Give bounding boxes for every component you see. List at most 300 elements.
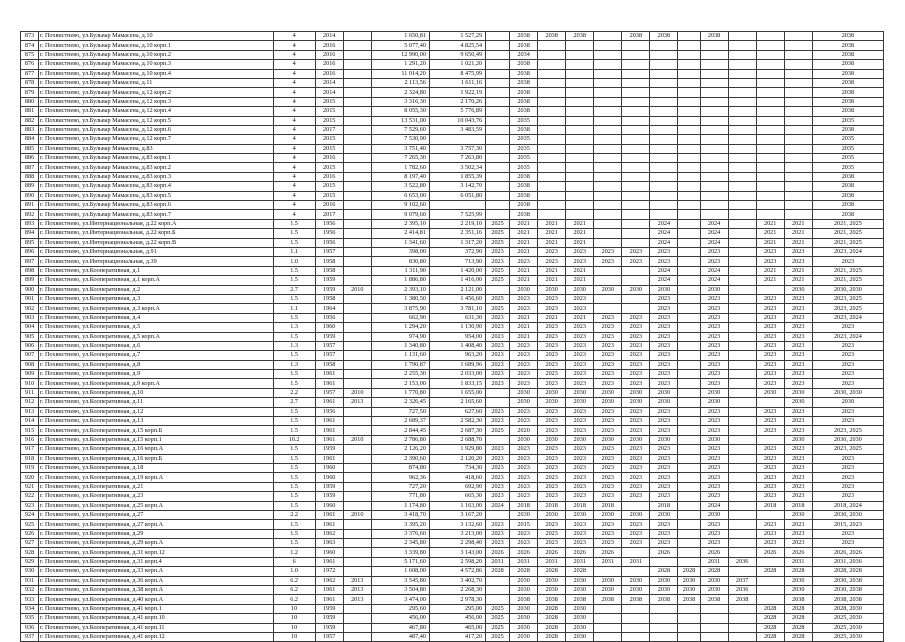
row-number-cell: 889: [21, 182, 39, 191]
table-cell: 1 416,00: [429, 276, 485, 285]
table-cell: 2023: [784, 341, 812, 350]
table-cell: [343, 191, 371, 200]
table-cell: 2038: [538, 595, 566, 604]
table-cell: [728, 41, 756, 50]
table-cell: [622, 163, 650, 172]
table-cell: 2030, 2038: [812, 586, 883, 595]
table-cell: 2021: [510, 313, 538, 322]
table-cell: 2023: [510, 445, 538, 454]
table-cell: 2031: [510, 557, 538, 566]
table-cell: [622, 41, 650, 50]
table-cell: 2017: [315, 210, 343, 219]
table-cell: 2023: [486, 482, 510, 491]
table-cell: 2028: [486, 567, 510, 576]
table-cell: [784, 135, 812, 144]
table-cell: 2026: [756, 548, 784, 557]
table-cell: 2024: [486, 501, 510, 510]
table-cell: [678, 41, 700, 50]
table-cell: 2021: [510, 332, 538, 341]
table-cell: 2010: [343, 388, 371, 397]
table-cell: 2016: [315, 41, 343, 50]
table-cell: [700, 88, 728, 97]
table-cell: 2016: [315, 201, 343, 210]
table-cell: 2023: [622, 520, 650, 529]
table-cell: [728, 539, 756, 548]
table-cell: 2023: [594, 360, 622, 369]
table-cell: 1972: [315, 567, 343, 576]
table-cell: 3 142,70: [429, 182, 485, 191]
table-cell: [700, 107, 728, 116]
table-cell: 962,36: [371, 473, 429, 482]
table-cell: 2024: [700, 229, 728, 238]
table-cell: [678, 463, 700, 472]
table-cell: [429, 135, 485, 144]
table-cell: 2030: [538, 285, 566, 294]
table-cell: 2028: [756, 633, 784, 642]
table-cell: 2023: [700, 492, 728, 501]
table-cell: 2023: [622, 323, 650, 332]
row-number-cell: 875: [21, 50, 39, 59]
table-cell: 2023: [700, 257, 728, 266]
table-cell: [486, 125, 510, 134]
table-cell: 1956: [315, 407, 343, 416]
table-cell: 2023: [650, 294, 678, 303]
table-cell: [343, 567, 371, 576]
table-cell: [622, 50, 650, 59]
address-cell: г. Похвистнево, ул.Бульвар Мамасена, д.83: [39, 144, 274, 153]
table-cell: [678, 473, 700, 482]
table-cell: 2.2: [273, 510, 315, 519]
table-cell: [784, 78, 812, 87]
table-row: [21, 473, 884, 482]
table-cell: 2013: [343, 595, 371, 604]
table-cell: 2038: [566, 32, 594, 41]
table-cell: [486, 60, 510, 69]
table-cell: 2038: [510, 595, 538, 604]
table-row: [21, 595, 884, 604]
table-cell: [756, 116, 784, 125]
table-cell: [486, 595, 510, 604]
table-cell: [622, 78, 650, 87]
table-cell: [756, 210, 784, 219]
table-cell: 2023: [784, 417, 812, 426]
table-cell: 2030: [650, 510, 678, 519]
row-number-cell: 927: [21, 539, 39, 548]
table-cell: 2030: [566, 633, 594, 642]
table-cell: 2023: [538, 341, 566, 350]
table-cell: 662,90: [371, 313, 429, 322]
table-cell: 2023: [622, 473, 650, 482]
table-cell: [728, 510, 756, 519]
table-cell: [343, 520, 371, 529]
row-number-cell: 895: [21, 238, 39, 247]
table-cell: 2023: [756, 454, 784, 463]
table-cell: [622, 304, 650, 313]
table-cell: 2028: [538, 614, 566, 623]
table-cell: 2023: [700, 313, 728, 322]
row-number-cell: 933: [21, 595, 39, 604]
table-cell: 2014: [315, 78, 343, 87]
row-number-cell: 894: [21, 229, 39, 238]
table-row: [21, 69, 884, 78]
table-cell: 1.5: [273, 332, 315, 341]
table-cell: 2030: [566, 614, 594, 623]
table-cell: 1.5: [273, 219, 315, 228]
address-cell: г. Похвистнево, ул.Кооперативная, д.23: [39, 492, 274, 501]
table-row: [21, 417, 884, 426]
table-cell: 2028: [538, 623, 566, 632]
table-cell: [343, 69, 371, 78]
table-cell: 2023: [756, 360, 784, 369]
table-cell: 4: [273, 210, 315, 219]
table-cell: 2035: [510, 144, 538, 153]
table-cell: 2021: [756, 219, 784, 228]
table-cell: [784, 88, 812, 97]
table-cell: 1963: [315, 539, 343, 548]
table-cell: 2023: [538, 417, 566, 426]
table-cell: 2023: [594, 520, 622, 529]
table-cell: 2024: [650, 266, 678, 275]
table-cell: 2023: [700, 370, 728, 379]
table-cell: 2023: [594, 379, 622, 388]
table-cell: 692,90: [429, 482, 485, 491]
table-cell: 9 650,49: [429, 50, 485, 59]
table-cell: 2023: [756, 426, 784, 435]
table-cell: [343, 163, 371, 172]
table-cell: [678, 125, 700, 134]
table-cell: [566, 154, 594, 163]
row-number-cell: 914: [21, 417, 39, 426]
table-cell: 2030: [510, 623, 538, 632]
table-cell: [784, 32, 812, 41]
table-cell: 2013: [343, 576, 371, 585]
table-cell: 2023: [538, 445, 566, 454]
table-cell: 2031: [486, 557, 510, 566]
address-cell: г. Похвистнево, ул.Бульвар Мамасена, д.83 корп.4: [39, 182, 274, 191]
table-cell: 2021: [784, 219, 812, 228]
table-cell: [594, 88, 622, 97]
table-cell: 2023: [594, 445, 622, 454]
table-cell: 2015: [315, 144, 343, 153]
table-cell: 2018: [566, 501, 594, 510]
table-row: [21, 567, 884, 576]
table-cell: 398,00: [371, 247, 429, 256]
table-cell: 2021, 2025: [812, 276, 883, 285]
table-cell: [594, 276, 622, 285]
table-cell: 1960: [315, 473, 343, 482]
address-cell: г. Похвистнево, ул.Кооперативная, д.10: [39, 388, 274, 397]
table-cell: [486, 69, 510, 78]
table-cell: [566, 125, 594, 134]
table-cell: [650, 633, 678, 642]
table-cell: [728, 341, 756, 350]
table-cell: 6 051,80: [429, 191, 485, 200]
table-cell: 4: [273, 97, 315, 106]
table-cell: [678, 351, 700, 360]
table-cell: [678, 69, 700, 78]
table-cell: [566, 41, 594, 50]
table-cell: 2023, 2024: [812, 247, 883, 256]
address-cell: г. Похвистнево, ул.Кооперативная, д.5: [39, 323, 274, 332]
table-row: [21, 501, 884, 510]
table-cell: 2038: [566, 595, 594, 604]
table-cell: 2023: [594, 323, 622, 332]
table-cell: [622, 144, 650, 153]
table-cell: 2031: [566, 557, 594, 566]
table-cell: [728, 88, 756, 97]
table-cell: [678, 633, 700, 642]
row-number-cell: 877: [21, 69, 39, 78]
table-cell: 2023: [538, 529, 566, 538]
table-cell: 2021: [784, 266, 812, 275]
table-cell: 2 786,80: [371, 435, 429, 444]
address-cell: г. Похвистнево, ул.Бульвар Мамасена, д.10 корп.3: [39, 60, 274, 69]
table-row: [21, 454, 884, 463]
table-cell: [650, 182, 678, 191]
table-cell: [622, 633, 650, 642]
table-cell: 3 781,10: [429, 304, 485, 313]
table-cell: 2023: [784, 257, 812, 266]
table-cell: [784, 69, 812, 78]
table-cell: 954,00: [429, 332, 485, 341]
table-cell: 2026: [486, 548, 510, 557]
table-cell: 2025: [486, 614, 510, 623]
table-cell: 2030: [784, 435, 812, 444]
table-cell: 456,00: [429, 614, 485, 623]
table-cell: 2038: [538, 32, 566, 41]
table-cell: 2030: [784, 576, 812, 585]
table-cell: [486, 182, 510, 191]
row-number-cell: 926: [21, 529, 39, 538]
table-cell: [486, 398, 510, 407]
table-cell: [538, 201, 566, 210]
table-cell: [538, 191, 566, 200]
row-number-cell: 892: [21, 210, 39, 219]
row-number-cell: 937: [21, 633, 39, 642]
table-cell: [650, 163, 678, 172]
table-cell: [784, 107, 812, 116]
table-cell: [486, 510, 510, 519]
address-cell: г. Похвистнево, ул.Кооперативная, д.41 корп.11: [39, 623, 274, 632]
table-row: [21, 144, 884, 153]
table-cell: 2021: [784, 238, 812, 247]
table-cell: 2023: [566, 473, 594, 482]
table-cell: 3 418,70: [371, 510, 429, 519]
table-cell: 2023: [622, 407, 650, 416]
table-cell: [343, 614, 371, 623]
table-cell: 2023: [650, 304, 678, 313]
row-number-cell: 925: [21, 520, 39, 529]
table-cell: [343, 294, 371, 303]
row-number-cell: 916: [21, 435, 39, 444]
table-cell: 2021, 2025: [812, 266, 883, 275]
table-cell: 2031: [622, 557, 650, 566]
table-cell: 2030: [538, 388, 566, 397]
table-cell: 1.3: [273, 323, 315, 332]
table-cell: 2023: [538, 407, 566, 416]
table-cell: 11 014,20: [371, 69, 429, 78]
table-cell: [566, 60, 594, 69]
table-cell: 2023: [756, 463, 784, 472]
table-cell: 1960: [315, 463, 343, 472]
table-cell: [700, 210, 728, 219]
table-cell: 2030: [538, 510, 566, 519]
table-cell: [566, 116, 594, 125]
table-cell: [700, 135, 728, 144]
table-cell: 2038: [812, 41, 883, 50]
table-cell: 2023: [622, 379, 650, 388]
table-cell: 2023: [566, 426, 594, 435]
table-cell: [700, 60, 728, 69]
table-row: [21, 445, 884, 454]
table-cell: [343, 125, 371, 134]
table-cell: 2021: [538, 219, 566, 228]
table-cell: 2028: [678, 567, 700, 576]
table-cell: [343, 463, 371, 472]
table-cell: [622, 191, 650, 200]
table-row: [21, 510, 884, 519]
table-cell: [678, 539, 700, 548]
table-cell: [700, 201, 728, 210]
table-cell: 1 420,00: [429, 266, 485, 275]
table-cell: 2023: [594, 247, 622, 256]
table-cell: [678, 229, 700, 238]
address-cell: г. Похвистнево, ул.Интернациональная, д.22 корп.А: [39, 219, 274, 228]
table-cell: [728, 50, 756, 59]
row-number-cell: 879: [21, 88, 39, 97]
row-number-cell: 882: [21, 116, 39, 125]
table-cell: 1 341,60: [371, 238, 429, 247]
table-cell: 2023: [510, 529, 538, 538]
table-cell: [429, 201, 485, 210]
address-cell: г. Похвистнево, ул.Кооперативная, д.9 корп.А: [39, 379, 274, 388]
table-cell: 1958: [315, 294, 343, 303]
table-cell: [486, 88, 510, 97]
table-cell: [622, 623, 650, 632]
address-cell: г. Похвистнево, ул.Кооперативная, д.8: [39, 360, 274, 369]
table-cell: 727,50: [371, 407, 429, 416]
table-cell: 2038: [510, 97, 538, 106]
table-cell: [566, 172, 594, 181]
table-cell: 2023: [486, 520, 510, 529]
table-cell: 4: [273, 60, 315, 69]
table-row: [21, 60, 884, 69]
table-cell: 1959: [315, 604, 343, 613]
table-cell: 4 572,86: [429, 567, 485, 576]
table-cell: [678, 60, 700, 69]
table-cell: [538, 172, 566, 181]
row-number-cell: 930: [21, 567, 39, 576]
table-cell: [756, 557, 784, 566]
table-cell: [343, 304, 371, 313]
table-cell: 2028: [650, 567, 678, 576]
table-cell: 2030: [566, 435, 594, 444]
table-cell: 467,80: [371, 623, 429, 632]
table-cell: [728, 492, 756, 501]
table-cell: [728, 210, 756, 219]
address-cell: г. Похвистнево, ул.Кооперативная, д.29 корп.А: [39, 539, 274, 548]
row-number-cell: 898: [21, 266, 39, 275]
table-cell: 2023: [538, 426, 566, 435]
table-cell: 1.5: [273, 482, 315, 491]
table-cell: [756, 78, 784, 87]
table-cell: 1.5: [273, 379, 315, 388]
table-cell: 2030: [700, 388, 728, 397]
table-cell: 2021, 2025: [812, 238, 883, 247]
table-cell: 1961: [315, 370, 343, 379]
table-cell: [728, 69, 756, 78]
table-cell: 3 474,00: [371, 595, 429, 604]
table-cell: 2021: [566, 266, 594, 275]
table-cell: [594, 266, 622, 275]
table-cell: 1960: [315, 501, 343, 510]
row-number-cell: 924: [21, 510, 39, 519]
table-cell: [650, 614, 678, 623]
table-cell: 2023: [784, 473, 812, 482]
address-cell: г. Похвистнево, ул.Кооперативная, д.16 корп.А: [39, 445, 274, 454]
table-cell: 295,60: [371, 604, 429, 613]
table-cell: 2023: [756, 370, 784, 379]
table-cell: 2024: [700, 238, 728, 247]
table-cell: [678, 50, 700, 59]
table-cell: 2023: [510, 492, 538, 501]
table-cell: 2023: [486, 247, 510, 256]
table-cell: [728, 501, 756, 510]
table-cell: 2030: [700, 510, 728, 519]
table-cell: 2030: [594, 435, 622, 444]
table-cell: 2023: [510, 417, 538, 426]
table-cell: [622, 276, 650, 285]
table-cell: 2038: [510, 69, 538, 78]
table-cell: 2035: [812, 135, 883, 144]
table-cell: 2023: [538, 492, 566, 501]
row-number-cell: 899: [21, 276, 39, 285]
table-cell: 2023: [566, 379, 594, 388]
table-cell: 2023: [700, 332, 728, 341]
table-row: [21, 182, 884, 191]
table-cell: 10 043,76: [429, 116, 485, 125]
table-cell: 2023: [594, 529, 622, 538]
table-cell: [678, 407, 700, 416]
table-cell: 2021: [510, 323, 538, 332]
table-cell: 2024: [650, 219, 678, 228]
table-cell: [343, 313, 371, 322]
table-cell: [650, 557, 678, 566]
table-cell: 2 390,60: [371, 454, 429, 463]
table-row: [21, 116, 884, 125]
table-cell: 2030: [756, 388, 784, 397]
table-cell: [728, 473, 756, 482]
table-cell: 1 689,96: [429, 360, 485, 369]
table-cell: 2023: [566, 370, 594, 379]
table-cell: 12 990,00: [371, 50, 429, 59]
table-cell: [678, 163, 700, 172]
table-cell: 734,30: [429, 463, 485, 472]
table-cell: 2025, 2030: [812, 623, 883, 632]
table-cell: [700, 191, 728, 200]
table-cell: 2038: [510, 125, 538, 134]
table-cell: 1 855,39: [429, 172, 485, 181]
table-row: [21, 201, 884, 210]
address-cell: г. Похвистнево, ул.Кооперативная, д.41 корп.10: [39, 614, 274, 623]
table-cell: [622, 501, 650, 510]
table-cell: 8 475,99: [429, 69, 485, 78]
table-cell: 1 021,20: [429, 60, 485, 69]
table-cell: 2023: [784, 482, 812, 491]
table-cell: [678, 614, 700, 623]
table-cell: 2023: [700, 247, 728, 256]
table-cell: 2 121,00: [429, 285, 485, 294]
